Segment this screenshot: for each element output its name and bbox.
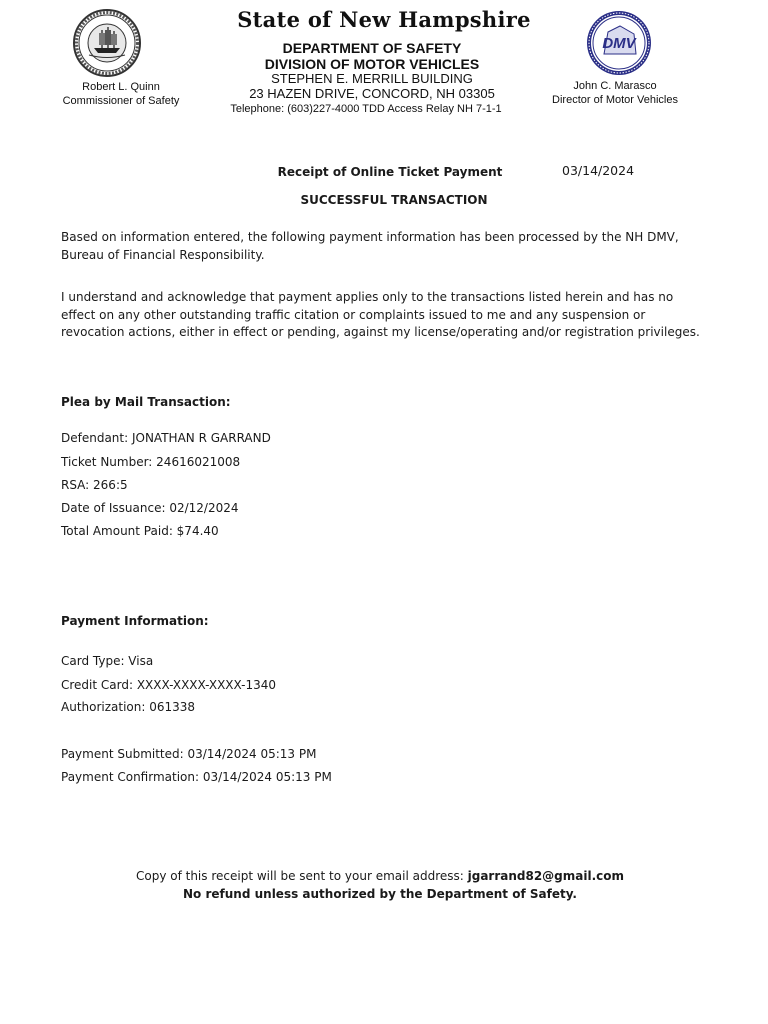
rsa-field: RSA: 266:5 [61, 478, 128, 492]
credit-card-field: Credit Card: XXXX-XXXX-XXXX-1340 [61, 678, 277, 692]
commissioner-info [40, 81, 202, 108]
refund-note: No refund unless authorized by the Department of Safety. [183, 887, 577, 901]
date-of-issuance-field: Date of Issuance: 02/12/2024 [61, 501, 239, 515]
email-notice [100, 868, 660, 886]
email-notice-text: Copy of this receipt will be sent to your email address: [135, 869, 468, 883]
total-amount-field: Total Amount Paid: $74.40 [61, 524, 219, 538]
dmv-seal-icon [586, 10, 652, 76]
building-name: STEPHEN E. MERRILL BUILDING [271, 71, 473, 86]
commissioner-title: Commissioner of Safety [62, 94, 180, 107]
card-type-field: Card Type: Visa [61, 654, 154, 668]
director-name: John C. Marasco [573, 80, 657, 92]
payment-confirmation-field: Payment Confirmation: 03/14/2024 05:13 PM [61, 770, 332, 784]
dmv-logo-text: DMV [602, 35, 636, 52]
commissioner-name: Robert L. Quinn [82, 81, 160, 93]
state-title: State of New Hampshire [237, 7, 531, 32]
processing-paragraph: Based on information entered, the following payment information has been processed by the NH DMV, Bureau of Financial Responsibility. [61, 230, 679, 262]
director-info [530, 80, 700, 107]
department-address-block [200, 41, 544, 117]
ticket-number-field: Ticket Number: 24616021008 [61, 455, 241, 469]
transaction-status: SUCCESSFUL TRANSACTION [300, 193, 488, 207]
email-address: jgarrand82@gmail.com [467, 869, 625, 883]
authorization-field: Authorization: 061338 [61, 700, 196, 714]
acknowledgment-paragraph: I understand and acknowledge that payment applies only to the transactions listed herein and has no effect on any other outstanding traffic citation or complaints issued to me and any suspension or revocation actions, either in effect or pending, against my license/operating and/or registration privileges. [61, 290, 700, 339]
division-name: DIVISION OF MOTOR VEHICLES [264, 55, 480, 72]
department-name: DEPARTMENT OF SAFETY [282, 40, 462, 56]
payment-submitted-field: Payment Submitted: 03/14/2024 05:13 PM [61, 747, 317, 761]
state-seal-icon [72, 8, 142, 78]
defendant-field: Defendant: JONATHAN R GARRAND [61, 431, 271, 445]
receipt-title: Receipt of Online Ticket Payment [277, 165, 503, 179]
receipt-date: 03/14/2024 [562, 163, 635, 178]
payment-heading: Payment Information: [61, 614, 209, 628]
telephone-line: Telephone: (603)227-4000 TDD Access Relay NH 7-1-1 [230, 103, 502, 115]
plea-heading: Plea by Mail Transaction: [61, 395, 231, 409]
street-address: 23 HAZEN DRIVE, CONCORD, NH 03305 [249, 85, 495, 101]
director-title: Director of Motor Vehicles [552, 93, 678, 106]
